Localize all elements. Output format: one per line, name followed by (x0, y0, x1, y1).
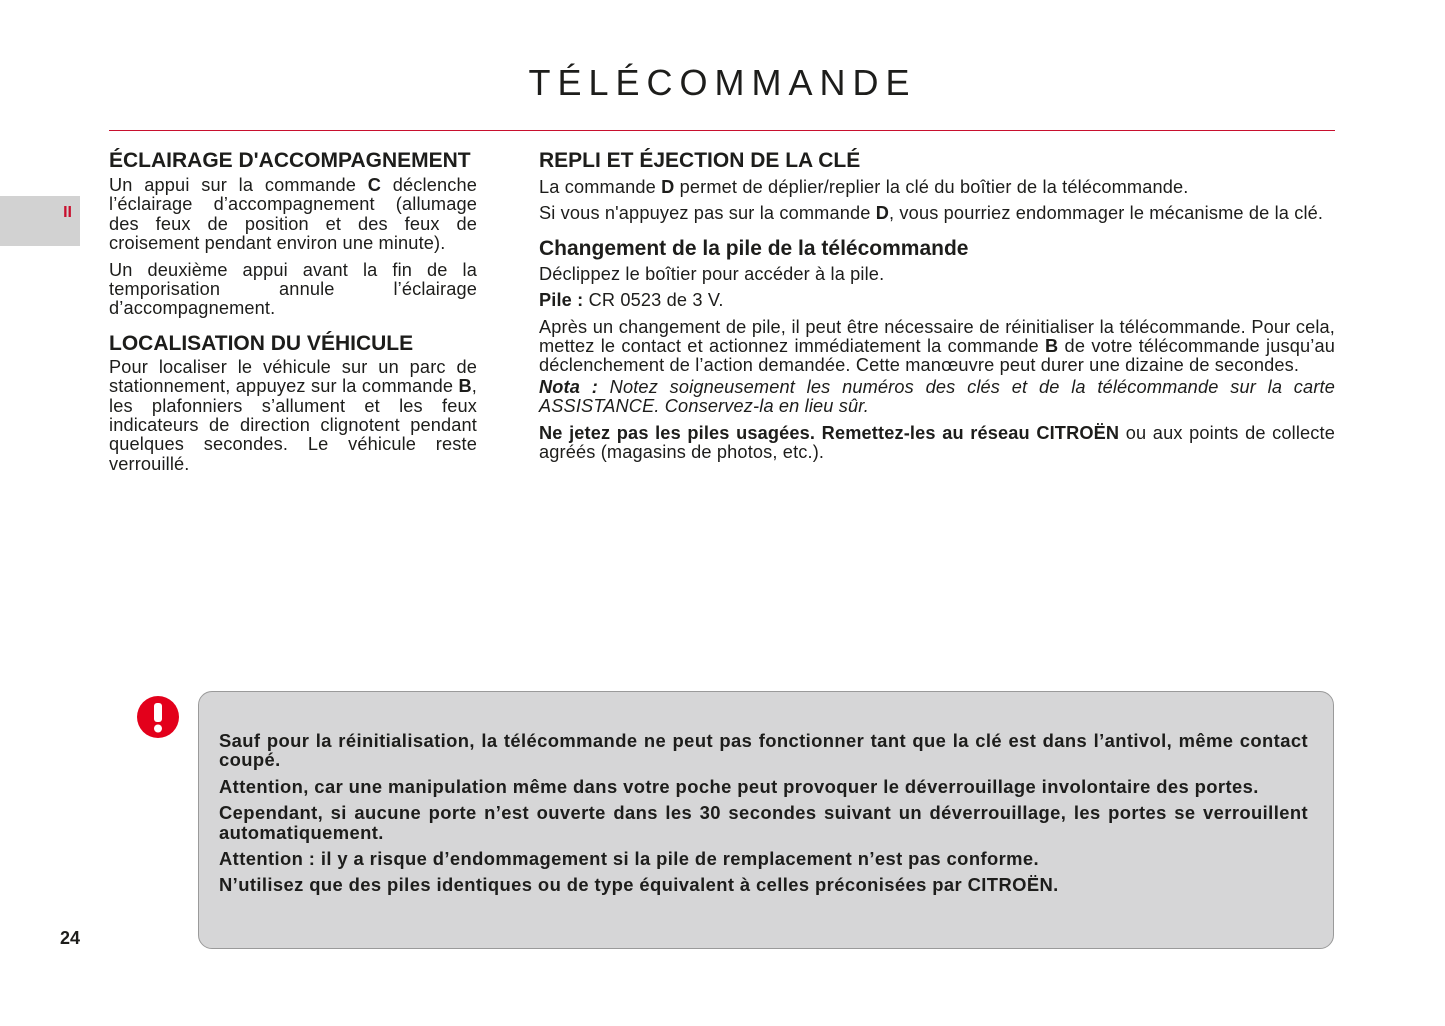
section-heading-lighting: ÉCLAIRAGE D'ACCOMPAGNEMENT (109, 149, 471, 172)
lighting-paragraph-2: Un deuxième appui avant la fin de la temporisation annule l’éclairage d’accompagnement. (109, 259, 477, 319)
key-paragraph-2: Si vous n'appuyez pas sur la commande D, vous pourriez endommager le mécanisme de la clé. (539, 203, 1324, 224)
warning-line: N’utilisez que des piles identiques ou de type équivalent à celles préconisées par CITROËN. (219, 874, 1059, 896)
warning-line: Sauf pour la réinitialisation, la télécommande ne peut pas fonctionner tant que la clé est dans l’antivol, même contact coupé. (219, 730, 1308, 771)
locate-paragraph: Pour localiser le véhicule sur un parc de stationnement, appuyez sur la commande B, les plafonniers s’allument et les feux indicateurs de direction clignotent pendant quelques secondes. Le véhicule reste verrouillé. (109, 356, 477, 474)
warning-text (219, 731, 1308, 895)
nota-paragraph: Nota : Notez soigneusement les numéros des clés et de la télécommande sur la carte ASSISTANCE. Conservez-la en lieu sûr. (539, 376, 1335, 417)
recycling-paragraph: Ne jetez pas les piles usagées. Remettez-les au réseau CITROËN ou aux points de collecte agréés (magasins de photos, etc.). (539, 422, 1335, 463)
page-number: 24 (60, 928, 81, 948)
warning-line: Attention : il y a risque d’endommagement si la pile de remplacement n’est pas conforme. (219, 848, 1040, 870)
chapter-tab (0, 196, 80, 246)
battery-reset-paragraph: Après un changement de pile, il peut être nécessaire de réinitialiser la télécommande. Pour cela, mettez le contact et actionnez immédiatement la commande B de votre télécommande jusqu’au déclenchement de l’action demandée. Cette manœuvre peut durer une dizaine de secondes. (539, 316, 1335, 376)
section-heading-locate: LOCALISATION DU VÉHICULE (109, 331, 414, 355)
warning-line: Cependant, si aucune porte n’est ouverte dans les 30 secondes suivant un déverrouillage, les portes se verrouillent automatiquement. (219, 802, 1308, 843)
battery-type: Pile : CR 0523 de 3 V. (539, 290, 724, 311)
left-column (109, 150, 477, 474)
section-heading-key: REPLI ET ÉJECTION DE LA CLÉ (539, 149, 861, 172)
right-column (539, 150, 1335, 462)
warning-box (198, 691, 1334, 949)
page-title: TÉLÉCOMMANDE (528, 62, 917, 103)
lighting-paragraph-1: Un appui sur la commande C déclenche l’éclairage d’accompagnement (allumage des feux de position et des feux de croisement pendant environ une minute). (109, 175, 477, 254)
battery-paragraph-1: Déclippez le boîtier pour accéder à la pile. (539, 263, 885, 284)
section-heading-battery: Changement de la pile de la télécommande (539, 236, 969, 260)
key-paragraph-1: La commande D permet de déplier/replier la clé du boîtier de la télécommande. (539, 177, 1189, 197)
exclamation-icon (136, 695, 180, 739)
warning-line: Attention, car une manipulation même dans votre poche peut provoquer le déverrouillage involontaire des portes. (219, 775, 1259, 797)
chapter-tab-label: II (63, 204, 72, 221)
title-divider (109, 130, 1335, 131)
